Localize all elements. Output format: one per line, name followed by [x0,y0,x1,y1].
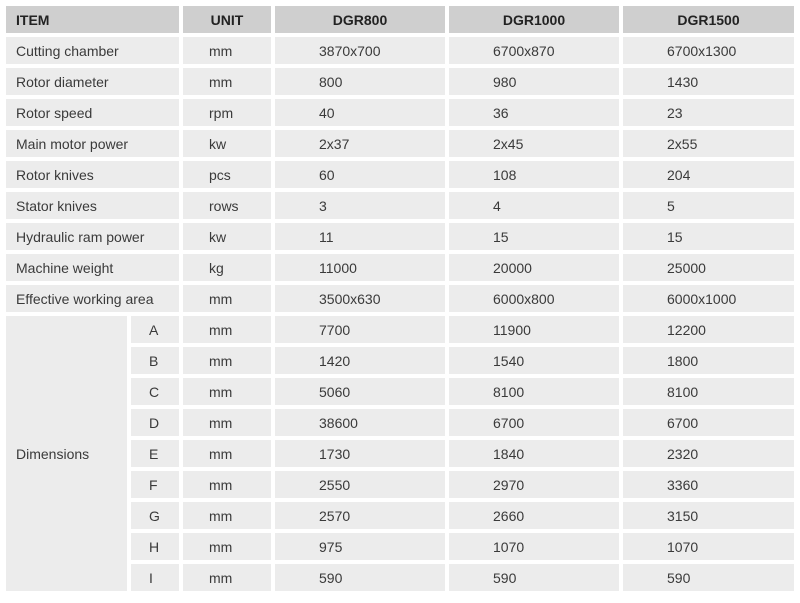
dimension-letter: B [131,347,179,374]
row-unit: mm [183,68,271,95]
header-unit: UNIT [183,6,271,33]
dimension-letter: A [131,316,179,343]
row-value: 1730 [275,440,445,467]
row-value: 3500x630 [275,285,445,312]
row-item: Effective working area [6,285,179,312]
row-value: 2x45 [449,130,619,157]
row-item: Stator knives [6,192,179,219]
row-value: 1070 [623,533,794,560]
dimensions-label: Dimensions [6,316,127,591]
table-row [6,254,794,281]
row-unit: mm [183,347,271,374]
table-body [6,37,794,591]
row-unit: mm [183,316,271,343]
row-value: 15 [449,223,619,250]
row-value: 2660 [449,502,619,529]
row-value: 5 [623,192,794,219]
dimension-letter: I [131,564,179,591]
row-value: 204 [623,161,794,188]
row-unit: mm [183,285,271,312]
row-item: Cutting chamber [6,37,179,64]
row-unit: mm [183,440,271,467]
row-value: 15 [623,223,794,250]
row-value: 590 [275,564,445,591]
header-model: DGR1500 [623,6,794,33]
row-unit: mm [183,378,271,405]
table-row [6,37,794,64]
row-value: 2x55 [623,130,794,157]
row-value: 2x37 [275,130,445,157]
row-value: 108 [449,161,619,188]
dimension-letter: G [131,502,179,529]
header-row [6,6,794,33]
row-value: 6000x800 [449,285,619,312]
row-value: 975 [275,533,445,560]
row-value: 8100 [449,378,619,405]
row-value: 3360 [623,471,794,498]
row-value: 36 [449,99,619,126]
row-value: 2970 [449,471,619,498]
row-value: 1840 [449,440,619,467]
row-value: 40 [275,99,445,126]
row-unit: kw [183,130,271,157]
row-value: 1540 [449,347,619,374]
row-value: 60 [275,161,445,188]
table-row [6,130,794,157]
table-row [6,285,794,312]
row-value: 800 [275,68,445,95]
row-value: 20000 [449,254,619,281]
row-item: Main motor power [6,130,179,157]
row-value: 1420 [275,347,445,374]
row-unit: rpm [183,99,271,126]
dimension-letter: D [131,409,179,436]
row-value: 6700 [449,409,619,436]
row-unit: mm [183,471,271,498]
row-value: 12200 [623,316,794,343]
table-row [6,223,794,250]
row-unit: kw [183,223,271,250]
table-row [6,99,794,126]
row-value: 3 [275,192,445,219]
table-header [6,6,794,33]
dimension-letter: F [131,471,179,498]
dimension-letter: C [131,378,179,405]
row-unit: kg [183,254,271,281]
row-value: 25000 [623,254,794,281]
row-value: 5060 [275,378,445,405]
row-value: 980 [449,68,619,95]
row-value: 1430 [623,68,794,95]
row-unit: rows [183,192,271,219]
spec-table [2,2,798,595]
row-value: 11900 [449,316,619,343]
row-value: 23 [623,99,794,126]
row-item: Rotor knives [6,161,179,188]
row-unit: pcs [183,161,271,188]
table-row [6,68,794,95]
row-item: Machine weight [6,254,179,281]
row-value: 590 [623,564,794,591]
row-unit: mm [183,502,271,529]
row-value: 11 [275,223,445,250]
row-value: 38600 [275,409,445,436]
row-value: 3150 [623,502,794,529]
header-model: DGR1000 [449,6,619,33]
table-row [6,161,794,188]
row-unit: mm [183,564,271,591]
dimension-letter: H [131,533,179,560]
row-value: 2550 [275,471,445,498]
row-unit: mm [183,409,271,436]
table-row [6,192,794,219]
row-value: 1070 [449,533,619,560]
dimension-row [6,316,794,343]
row-value: 1800 [623,347,794,374]
row-value: 6000x1000 [623,285,794,312]
row-value: 2320 [623,440,794,467]
row-item: Rotor diameter [6,68,179,95]
dimension-letter: E [131,440,179,467]
row-unit: mm [183,533,271,560]
row-item: Rotor speed [6,99,179,126]
header-model: DGR800 [275,6,445,33]
row-value: 3870x700 [275,37,445,64]
row-unit: mm [183,37,271,64]
row-value: 6700x870 [449,37,619,64]
row-item: Hydraulic ram power [6,223,179,250]
row-value: 7700 [275,316,445,343]
row-value: 6700x1300 [623,37,794,64]
row-value: 590 [449,564,619,591]
row-value: 6700 [623,409,794,436]
row-value: 2570 [275,502,445,529]
row-value: 8100 [623,378,794,405]
row-value: 4 [449,192,619,219]
row-value: 11000 [275,254,445,281]
header-item: ITEM [6,6,179,33]
